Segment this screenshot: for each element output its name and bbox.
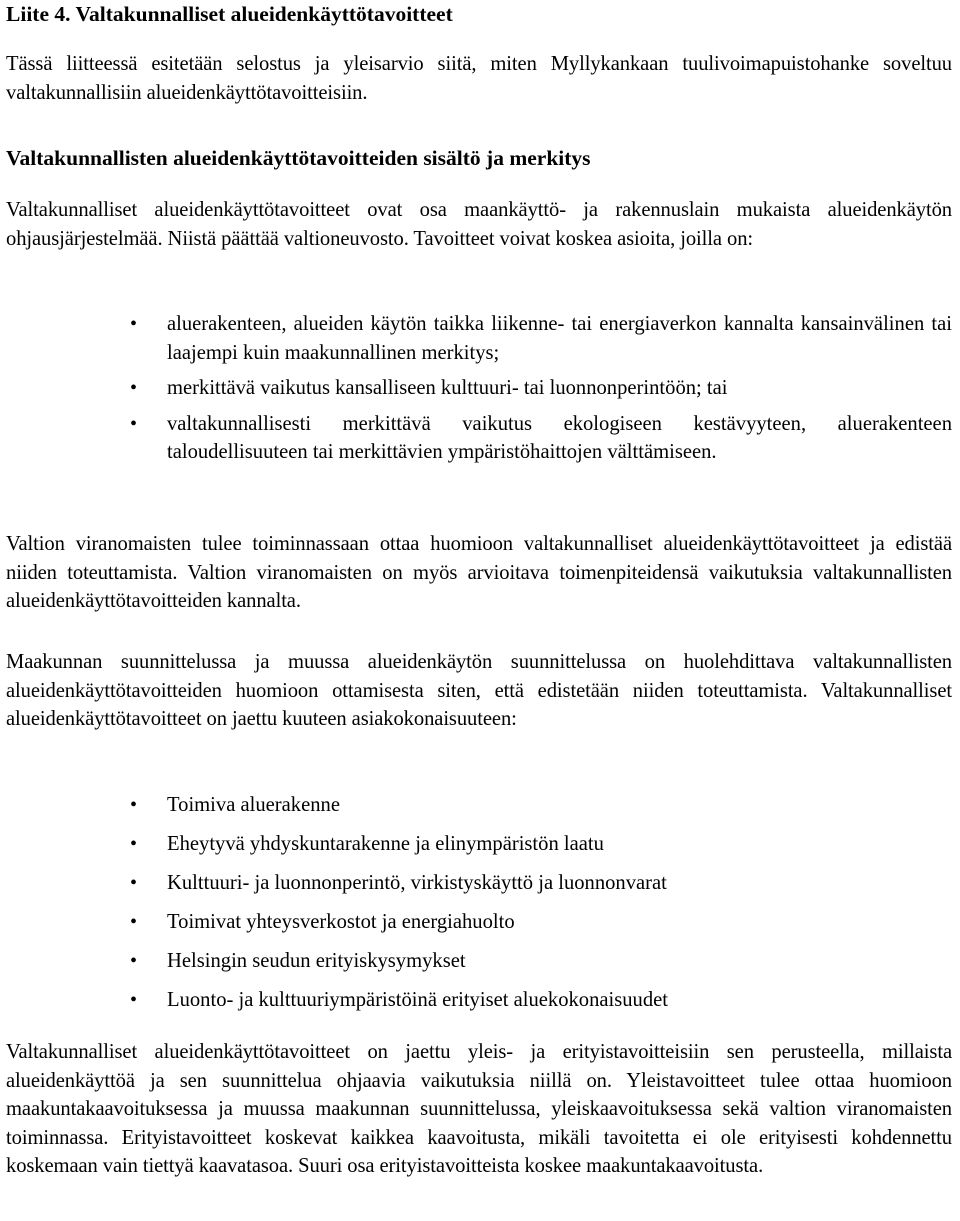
list-item: • Helsingin seudun erityiskysymykset bbox=[0, 942, 960, 981]
list-item: • Toimivat yhteysverkostot ja energiahuolto bbox=[0, 903, 960, 942]
list-item: • Eheytyvä yhdyskuntarakenne ja elinympäristön laatu bbox=[0, 825, 960, 864]
list-item: • Luonto- ja kulttuuriympäristöinä erityiset aluekokonaisuudet bbox=[0, 981, 960, 1020]
bullet-icon: • bbox=[130, 911, 138, 933]
bullet-icon: • bbox=[130, 794, 138, 816]
section-heading: Valtakunnallisten alueidenkäyttötavoitteiden sisältö ja merkitys bbox=[6, 146, 591, 170]
list-item: • merkittävä vaikutus kansalliseen kulttuuri- tai luonnonperintöön; tai bbox=[0, 374, 960, 403]
bullet-icon: • bbox=[130, 989, 138, 1011]
bullet-icon: • bbox=[130, 377, 138, 400]
topic-list bbox=[0, 786, 960, 1020]
intro-paragraph: Tässä liitteessä esitetään selostus ja yleisarvio siitä, miten Myllykankaan tuulivoimapuistohanke soveltuu valtakunnallisiin alueidenkäyttötavoitteisiin. bbox=[6, 53, 952, 104]
paragraph-2: Valtion viranomaisten tulee toiminnassaan ottaa huomioon valtakunnalliset alueidenkäyttötavoitteet ja edistää niiden toteuttamista. Valtion viranomaisten on myös arvioitava toimenpiteidensä vaikutuksia valtakunnallisten alueidenkäyttötavoitteiden kannalta. bbox=[6, 533, 952, 613]
bullet-icon: • bbox=[130, 950, 138, 972]
page-title: Liite 4. Valtakunnalliset alueidenkäyttötavoitteet bbox=[6, 2, 453, 26]
bullet-icon: • bbox=[130, 833, 138, 855]
bullet-icon: • bbox=[130, 872, 138, 894]
paragraph-4: Valtakunnalliset alueidenkäyttötavoitteet on jaettu yleis- ja erityistavoitteisiin sen perusteella, millaista alueidenkäyttöä ja sen suunnittelua ohjaavia vaikutuksia niillä on. Yleistavoitteet tulee ottaa huomioon maakuntakaavoituksessa ja muussa maakunnan suunnittelussa, yleiskaavoituksessa sekä valtion viranomaisten toiminnassa. Erityistavoitteet koskevat kaikkea kaavoitusta, mikäli tavoitetta ei ole erityisesti kohdennettu koskemaan vain tiettyä kaavatasoa. Suuri osa erityistavoitteista koskee maakuntakaavoitusta. bbox=[6, 1041, 952, 1178]
list-item: • Kulttuuri- ja luonnonperintö, virkistyskäyttö ja luonnonvarat bbox=[0, 864, 960, 903]
paragraph-1: Valtakunnalliset alueidenkäyttötavoitteet ovat osa maankäyttö- ja rakennuslain mukaista alueidenkäytön ohjausjärjestelmää. Niistä päättää valtioneuvosto. Tavoitteet voivat koskea asioita, joilla on: bbox=[6, 199, 952, 250]
list-item: • Toimiva aluerakenne bbox=[0, 786, 960, 825]
paragraph-3: Maakunnan suunnittelussa ja muussa alueidenkäytön suunnittelussa on huolehdittava valtakunnallisten alueidenkäyttötavoitteiden huomioon ottamisesta siten, että edistetään niiden toteuttamista. Valtakunnalliset alueidenkäyttötavoitteet on jaettu kuuteen asiakokonaisuuteen: bbox=[6, 651, 952, 731]
bullet-icon: • bbox=[130, 313, 138, 335]
list-item: • aluerakenteen, alueiden käytön taikka liikenne- tai energiaverkon kannalta kansainvälinen tai laajempi kuin maakunnallinen merkitys; bbox=[0, 310, 960, 367]
bullet-icon: • bbox=[130, 412, 138, 435]
criteria-list bbox=[0, 310, 960, 474]
list-item: • valtakunnallisesti merkittävä vaikutus ekologiseen kestävyyteen, aluerakenteen taloudellisuuteen tai merkittävien ympäristöhaittojen välttämiseen. bbox=[0, 410, 960, 467]
